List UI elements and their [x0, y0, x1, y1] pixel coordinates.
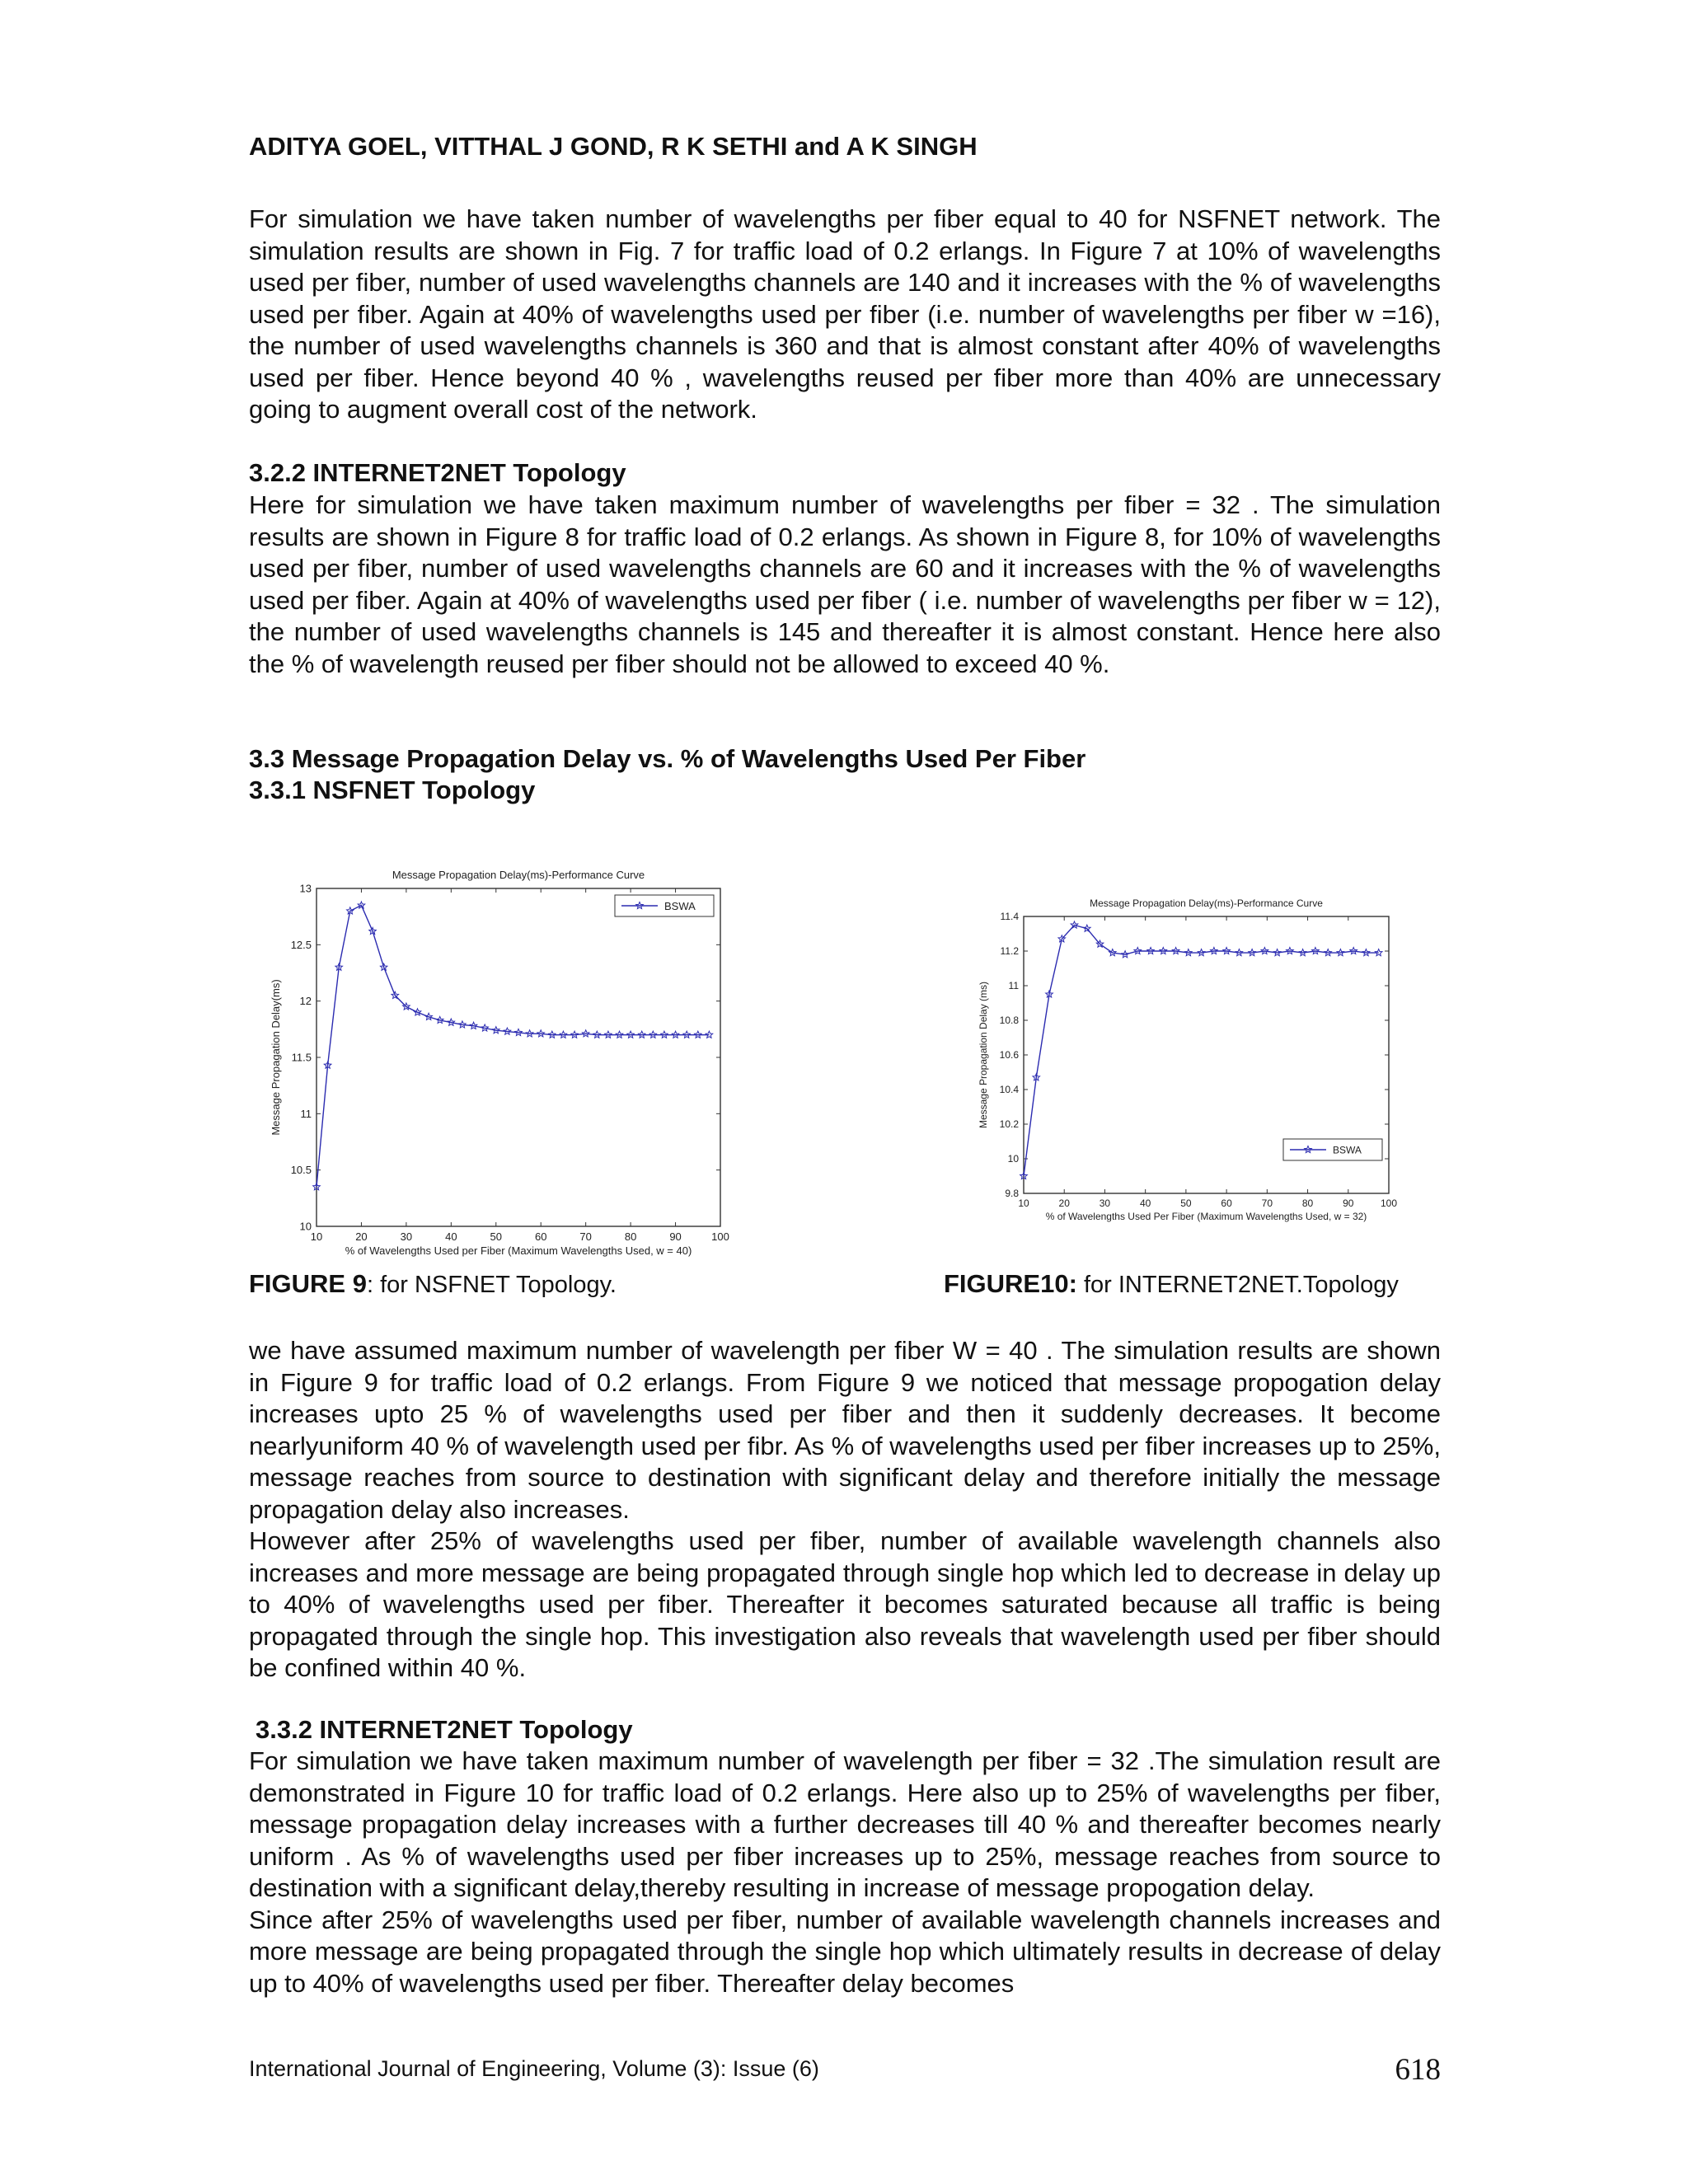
x-axis-label: % of Wavelengths Used Per Fiber (Maximum Wavelengths Used, w = 32) [1045, 1211, 1367, 1222]
y-tick-label: 10.8 [999, 1015, 1019, 1027]
x-tick-label: 30 [1099, 1197, 1111, 1209]
y-tick-label: 10 [299, 1220, 312, 1233]
footer-journal: International Journal of Engineering, Volume (3): Issue (6) [249, 2056, 819, 2081]
paragraph-figure9-discussion [249, 1335, 1441, 1685]
figure-10-svg [978, 887, 1426, 1269]
y-tick-label: 10.6 [999, 1049, 1019, 1062]
y-tick-label: 10.5 [290, 1164, 312, 1177]
y-axis-label: Message Propagation Delay(ms) [270, 979, 282, 1136]
x-tick-label: 60 [534, 1230, 547, 1243]
x-tick-label: 50 [1180, 1197, 1192, 1209]
figure-9-svg [265, 857, 743, 1269]
y-tick-label: 12 [299, 995, 312, 1008]
figure-9-caption-text: : for NSFNET Topology. [366, 1272, 617, 1298]
x-tick-label: 50 [490, 1230, 503, 1243]
legend-label: BSWA [1333, 1144, 1362, 1156]
chart-title: Message Propagation Delay(ms)-Performance Curve [392, 869, 645, 881]
x-tick-label: 40 [1139, 1197, 1151, 1209]
legend-label: BSWA [664, 899, 696, 912]
section-heading-332-b: 3.3.2 INTERNET2NET Topology [256, 1715, 633, 1744]
y-tick-label: 11.5 [291, 1051, 312, 1064]
figure-9-caption [249, 1269, 617, 1299]
section-heading-33: 3.3 Message Propagation Delay vs. % of Wavelengths Used Per Fiber [249, 744, 1086, 773]
x-tick-label: 90 [669, 1230, 682, 1243]
y-tick-label: 11 [300, 1107, 312, 1120]
x-tick-label: 20 [355, 1230, 368, 1243]
paragraph-nsfnet-wavelengths: For simulation we have taken number of wavelengths per fiber equal to 40 for NSFNET network. The simulation results are shown in Fig. 7 for traffic load of 0.2 erlangs. In Figure 7 at 10% of wavelengths used per fiber, number of used wavelengths channels are 140 and it increases with the % of wavelengths used per fiber. Again at 40% of wavelengths used per fiber (i.e. number of wavelengths per fiber w =16), the number of used wavelengths channels is 360 and that is almost constant after 40% of wavelengths used per fiber. Hence beyond 40 % , wavelengths reused per fiber more than 40% are unnecessary going to augment overall cost of the network. [249, 204, 1441, 424]
x-tick-label: 10 [1018, 1197, 1029, 1209]
author-header: ADITYA GOEL, VITTHAL J GOND, R K SETHI and A K SINGH [249, 132, 978, 161]
x-tick-label: 20 [1058, 1197, 1070, 1209]
y-tick-label: 10.2 [999, 1118, 1019, 1131]
figure-10-chart [978, 887, 1426, 1273]
y-axis-label: Message Propagation Delay (ms) [978, 981, 989, 1129]
y-tick-label: 11.4 [1000, 911, 1019, 923]
x-axis-label: % of Wavelengths Used per Fiber (Maximum Wavelengths Used, w = 40) [345, 1244, 692, 1257]
figure-10-label: FIGURE10: [944, 1269, 1077, 1298]
x-tick-label: 100 [711, 1230, 729, 1243]
x-tick-label: 80 [624, 1230, 637, 1243]
paragraph-figure10-discussion [249, 1746, 1441, 1999]
y-tick-label: 9.8 [1005, 1188, 1019, 1200]
y-tick-label: 11.2 [1000, 945, 1019, 958]
x-tick-label: 70 [1261, 1197, 1273, 1209]
x-tick-label: 80 [1301, 1197, 1314, 1209]
paragraph-internet2net-wavelengths: Here for simulation we have taken maximum number of wavelengths per fiber = 32 . The simulation results are shown in Figure 8 for traffic load of 0.2 erlangs. As shown in Figure 8, for 10% of wavelengths used per fiber, number of used wavelengths channels are 60 and it increases with the % of wavelengths used per fiber. Again at 40% of wavelengths used per fiber ( i.e. number of wavelengths per fiber w = 12), the number of used wavelengths channels is 145 and thereafter it is almost constant. Hence here also the % of wavelength reused per fiber should not be allowed to exceed 40 %. [249, 490, 1441, 678]
x-tick-label: 100 [1380, 1197, 1398, 1209]
x-tick-label: 60 [1221, 1197, 1232, 1209]
paragraph-figure9-part2: However after 25% of wavelengths used per fiber, number of available wavelength channels also increases and more message are being propagated through single hop which led to decrease in delay up to 40% of wavelengths used per fiber. Thereafter it becomes saturated because all traffic is being propagated through the single hop. This investigation also reveals that wavelength used per fiber should be confined within 40 %. [249, 1526, 1441, 1682]
y-tick-label: 13 [299, 882, 312, 895]
x-tick-label: 70 [579, 1230, 592, 1243]
x-tick-label: 30 [400, 1230, 413, 1243]
section-heading-331: 3.3.1 NSFNET Topology [249, 776, 536, 804]
x-tick-label: 10 [310, 1230, 323, 1243]
y-tick-label: 10 [1007, 1153, 1019, 1165]
figure-10-caption-text: for INTERNET2NET.Topology [1076, 1272, 1399, 1298]
paragraph-figure10-part2: Since after 25% of wavelengths used per fiber, number of available wavelength channels increases and more message are being propagated through the single hop which ultimately results in decrease of delay up to 40% of wavelengths used per fiber. Thereafter delay becomes [249, 1905, 1441, 1998]
chart-title: Message Propagation Delay(ms)-Performance Curve [1090, 898, 1323, 909]
page-number: 618 [1395, 2053, 1441, 2087]
figure-10-caption [944, 1269, 1399, 1299]
paragraph-figure10-part1: For simulation we have taken maximum number of wavelength per fiber = 32 .The simulation result are demonstrated in Figure 10 for traffic load of 0.2 erlangs. Here also up to 25% of wavelengths per fiber, message propagation delay increases with a further decreases till 40 % and thereafter becomes nearly uniform . As % of wavelengths used per fiber increases up to 25%, message reaches from source to destination with a significant delay,thereby resulting in increase of message propogation delay. [249, 1746, 1441, 1902]
plot-area [316, 888, 720, 1226]
x-tick-label: 40 [445, 1230, 457, 1243]
y-tick-label: 11 [1008, 980, 1019, 992]
section-heading-322-a: 3.2.2 INTERNET2NET Topology [249, 458, 626, 487]
x-tick-label: 90 [1343, 1197, 1354, 1209]
y-tick-label: 10.4 [999, 1084, 1019, 1096]
figure-9-label: FIGURE 9 [249, 1269, 367, 1298]
y-tick-label: 12.5 [290, 938, 312, 951]
figure-9-chart [265, 857, 743, 1273]
paragraph-figure9-part1: we have assumed maximum number of wavelength per fiber W = 40 . The simulation results are shown in Figure 9 for traffic load of 0.2 erlangs. From Figure 9 we noticed that message propogation delay increases upto 25 % of wavelengths used per fiber and then it suddenly decreases. It become nearlyuniform 40 % of wavelength used per fibr. As % of wavelengths used per fiber increases up to 25%, message reaches from source to destination with significant delay and therefore initially the message propagation delay also increases. [249, 1336, 1441, 1524]
